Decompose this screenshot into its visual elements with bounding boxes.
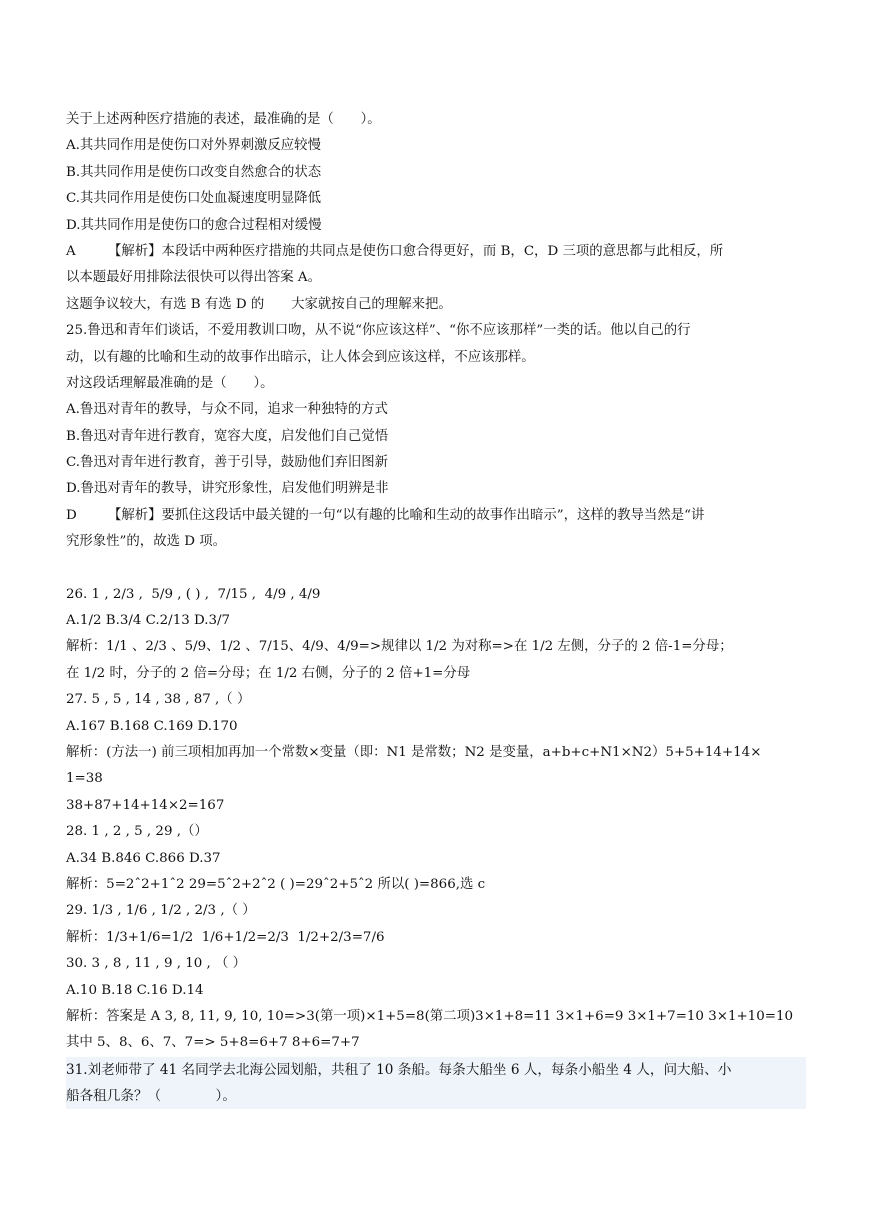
- text-line: 动，以有趣的比喻和生动的故事作出暗示，让人体会到应该这样，不应该那样。: [66, 349, 535, 365]
- text-line: A.10 B.18 C.16 D.14: [66, 982, 204, 998]
- text-line: 解析：(方法一) 前三项相加再加一个常数×变量（即：N1 是常数；N2 是变量，a+b+c+N1×N2）5+5+14+14×: [66, 744, 762, 760]
- text-line: 1=38: [66, 771, 103, 787]
- text-line: 对这段话理解最准确的是（ ）。: [66, 375, 274, 391]
- text-line: C.其共同作用是使伤口处血凝速度明显降低: [66, 191, 322, 207]
- answer-explanation: 【解析】要抓住这段话中最关键的一句“以有趣的比喻和生动的故事作出暗示”，这样的教导当然是“讲: [108, 507, 705, 523]
- text-line: 解析：答案是 A 3, 8, 11, 9, 10, 10=>3(第一项)×1+5=8(第二项)3×1+8=11 3×1+6=9 3×1+7=10 3×1+10=10: [66, 1008, 793, 1024]
- text-line: 这题争议较大，有选 B 有选 D 的 大家就按自己的理解来把。: [66, 296, 452, 312]
- text-line: A.34 B.846 C.866 D.37: [66, 850, 221, 866]
- highlighted-question-31: [66, 1057, 806, 1110]
- text-line: B.鲁迅对青年进行教育，宽容大度，启发他们自己觉悟: [66, 428, 389, 444]
- text-line: 解析：1/3+1/6=1/2 1/6+1/2=2/3 1/2+2/3=7/6: [66, 929, 385, 945]
- text-line: 27. 5 , 5 , 14 , 38 , 87 ,（ ）: [66, 692, 251, 708]
- text-line: 其中 5、8、6、7、7=> 5+8=6+7 8+6=7+7: [66, 1035, 360, 1051]
- text-line: D.其共同作用是使伤口的愈合过程相对缓慢: [66, 217, 322, 233]
- text-line: 31.刘老师带了 41 名同学去北海公园划船，共租了 10 条船。每条大船坐 6 人，每条小船坐 4 人，问大船、小: [66, 1061, 732, 1078]
- text-line: C.鲁迅对青年进行教育，善于引导，鼓励他们弃旧图新: [66, 455, 389, 471]
- text-line: D.鲁迅对青年的教导，讲究形象性，启发他们明辨是非: [66, 481, 389, 497]
- text-line: 28. 1 , 2 , 5 , 29 ,（）: [66, 824, 208, 840]
- text-line: 在 1/2 时，分子的 2 倍=分母；在 1/2 右侧，分子的 2 倍+1=分母: [66, 665, 471, 681]
- text-line: A.1/2 B.3/4 C.2/13 D.3/7: [66, 613, 231, 629]
- text-line: 26. 1 , 2/3 , 5/9 , ( ) , 7/15 , 4/9 , 4/9: [66, 586, 321, 602]
- text-line: B.其共同作用是使伤口改变自然愈合的状态: [66, 164, 322, 180]
- answer-line: [66, 503, 806, 529]
- answer-label: D: [66, 507, 77, 523]
- text-line: A.167 B.168 C.169 D.170: [66, 718, 238, 734]
- document-body: [66, 107, 806, 1057]
- document-page: [66, 107, 806, 1109]
- text-line: 解析：5=2ˆ2+1ˆ2 29=5ˆ2+2ˆ2 ( )=29ˆ2+5ˆ2 所以( )=866,选 c: [66, 876, 486, 892]
- text-line: 解析：1/1 、2/3 、5/9、1/2 、7/15、4/9、4/9=>规律以 1/2 为对称=>在 1/2 左侧，分子的 2 倍-1=分母；: [66, 639, 733, 655]
- answer-label: A: [66, 243, 76, 259]
- text-line: 船各租几条？（ ）。: [66, 1088, 236, 1105]
- text-line: 究形象性”的，故选 D 项。: [66, 534, 227, 550]
- text-line: 30. 3 , 8 , 11 , 9 , 10 , （ ）: [66, 956, 247, 972]
- answer-explanation: 【解析】本段话中两种医疗措施的共同点是使伤口愈合得更好，而 B，C，D 三项的意思都与此相反，所: [108, 243, 724, 259]
- text-line: 以本题最好用排除法很快可以得出答案 A。: [66, 270, 321, 286]
- text-line: 29. 1/3 , 1/6 , 1/2 , 2/3 ,（ ）: [66, 903, 256, 919]
- text-line: 关于上述两种医疗措施的表述，最准确的是（ ）。: [66, 112, 381, 127]
- text-line: 25.鲁迅和青年们谈话，不爱用教训口吻，从不说“你应该这样”、“你不应该那样”一类的话。他以自己的行: [66, 323, 691, 339]
- text-line: 38+87+14+14×2=167: [66, 797, 225, 813]
- text-line: A.其共同作用是使伤口对外界刺激反应较慢: [66, 138, 321, 154]
- text-line: A.鲁迅对青年的教导，与众不同，追求一种独特的方式: [66, 402, 388, 418]
- answer-line: [66, 239, 806, 265]
- blank-line: [66, 556, 806, 582]
